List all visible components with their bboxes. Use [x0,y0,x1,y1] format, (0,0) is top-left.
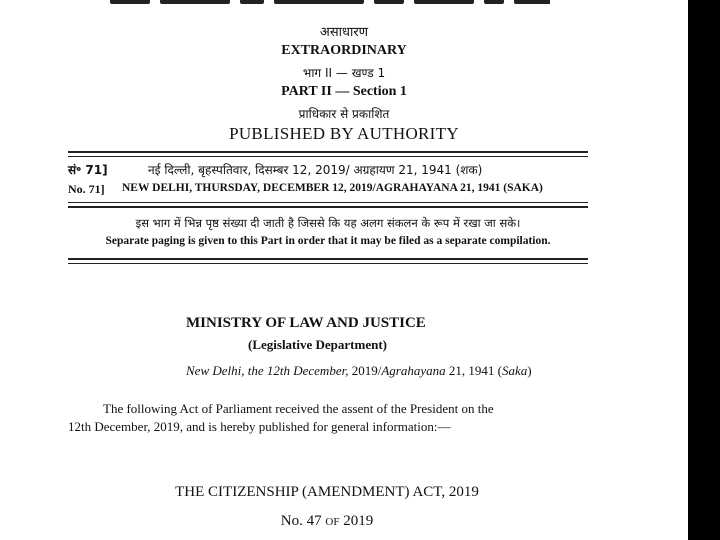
rule-mid-1 [68,202,588,203]
body-paragraph-line2: 12th December, 2019, and is hereby published for general information:— [68,419,451,434]
published-by-authority: PUBLISHED BY AUTHORITY [229,124,459,143]
paging-note: Separate paging is given to this Part in order that it may be filed as a separate compilation. [105,235,551,247]
dateline [186,363,532,379]
department-name: (Legislative Department) [248,337,387,352]
extraordinary-label: EXTRAORDINARY [281,43,407,58]
rule-bottom-2 [68,263,588,264]
issue-number: No. 71] [68,182,105,196]
dateline-year: 2019/ [351,363,382,378]
rule-bottom-1 [68,258,588,260]
hindi-part: भाग II — खण्ड 1 [302,66,386,80]
dateline-month: Agrahayana [381,363,446,378]
ministry-name: MINISTRY OF LAW AND JUSTICE [186,315,426,331]
act-number [0,513,654,530]
dateline-saka-year: 21, 1941 ( [445,363,502,378]
part-section: PART II — Section 1 [281,84,407,99]
dateline-place: New Delhi, the 12th December, [186,363,352,378]
dateline-saka: Saka [501,363,528,378]
hindi-extraordinary: असाधारण [319,25,369,40]
masthead-cutoff [110,0,550,8]
body-paragraph-line1: The following Act of Parliament received the assent of the President on the [103,401,494,416]
act-title: THE CITIZENSHIP (AMENDMENT) ACT, 2019 [175,484,479,500]
act-number-year: 2019 [339,513,374,529]
dateline-close: ) [527,363,532,378]
issue-date: NEW DELHI, THURSDAY, DECEMBER 12, 2019/AGRAHAYANA 21, 1941 (SAKA) [122,182,543,194]
rule-top-1 [68,151,588,153]
hindi-paging-note: इस भाग में भिन्न पृष्ठ संख्या दी जाती है जिससे कि यह अलग संकलन के रूप में रखा जा सके। [135,216,521,230]
hindi-issue-date: नई दिल्ली, बृहस्पतिवार, दिसम्बर 12, 2019/ अग्रहायण 21, 1941 (शक) [148,163,483,177]
rule-mid-2 [68,206,588,208]
rule-top-2 [68,156,588,157]
act-number-of: of [325,513,340,529]
hindi-issue-number: सं॰ 71] [68,163,108,177]
hindi-authority: प्राधिकार से प्रकाशित [298,107,390,121]
act-number-text: No. 47 [280,513,326,529]
